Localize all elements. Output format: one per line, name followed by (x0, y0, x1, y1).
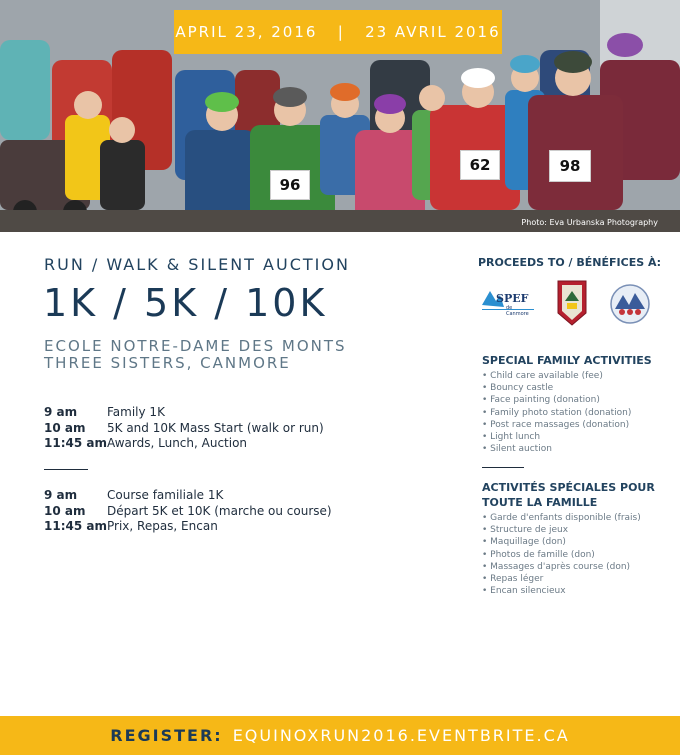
schedule-english (44, 405, 324, 452)
list-item (482, 537, 641, 549)
schedule-row (44, 488, 332, 504)
schedule-time: 9 am (44, 405, 78, 419)
proceeds-title: PROCEEDS TO / BÉNÉFICES À: (478, 256, 662, 269)
crest-icon (555, 279, 589, 327)
bullet-icon: • (482, 431, 491, 442)
bullet-icon: • (482, 513, 491, 523)
schedule-time: 10 am (44, 420, 86, 435)
list-item (482, 574, 641, 586)
schedule-time: 9 am (44, 488, 78, 502)
register-link[interactable]: EQUINOXRUN2016.EVENTBRITE.CA (232, 726, 570, 745)
bullet-icon: • (482, 444, 491, 455)
spef-logo-subtext: de Canmore (506, 305, 529, 317)
bullet-icon: • (482, 395, 491, 406)
list-item-text: Structure de jeux (490, 525, 569, 536)
bullet-icon: • (482, 573, 491, 584)
list-item (482, 525, 641, 537)
race-bib: 96 (270, 170, 310, 200)
schedule-row (44, 504, 332, 520)
schedule-row (44, 519, 332, 535)
date-banner (174, 10, 502, 54)
activities-title-french (482, 480, 655, 510)
register-footer (0, 716, 680, 755)
list-item-text: Bouncy castle (490, 383, 554, 394)
list-item (482, 562, 641, 574)
list-item (482, 432, 631, 444)
schedule-time: 11:45 am (44, 519, 107, 533)
venue-line-2: THREE SISTERS, CANMORE (44, 354, 291, 372)
bullet-icon: • (482, 383, 491, 394)
bullet-icon: • (482, 561, 491, 572)
register-label: REGISTER: (110, 726, 223, 745)
list-item (482, 444, 631, 456)
list-item-text: Post race massages (donation) (490, 419, 630, 430)
schedule-desc: Family 1K (107, 405, 165, 419)
race-distances: 1K / 5K / 10K (43, 281, 328, 325)
bullet-icon: • (482, 371, 491, 381)
activities-title-english: SPECIAL FAMILY ACTIVITIES (482, 354, 652, 367)
list-item (482, 371, 631, 383)
schedule-row (44, 405, 324, 421)
schedule-time: 10 am (44, 503, 86, 518)
schedule-row (44, 436, 324, 452)
activities-list-english (482, 371, 631, 456)
divider (482, 467, 524, 468)
schedule-desc: Course familiale 1K (107, 488, 224, 502)
bullet-icon: • (482, 525, 491, 536)
list-item (482, 550, 641, 562)
list-item-text: Family photo station (donation) (490, 407, 632, 418)
divider (44, 469, 88, 470)
schedule-desc: Prix, Repas, Encan (107, 519, 218, 533)
bullet-icon: • (482, 419, 491, 430)
bullet-icon: • (482, 407, 491, 418)
list-item (482, 383, 631, 395)
race-bib: 98 (549, 150, 591, 182)
list-item-text: Silent auction (490, 444, 552, 455)
date-text: APRIL 23, 2016 | 23 AVRIL 2016 (175, 23, 501, 41)
activities-title-line-1: ACTIVITÉS SPÉCIALES POUR (482, 481, 655, 494)
list-item (482, 420, 631, 432)
mountain-circle-icon (609, 283, 651, 325)
race-bib: 62 (460, 150, 500, 180)
list-item (482, 586, 641, 598)
schedule-row (44, 421, 324, 437)
bullet-icon: • (482, 549, 491, 560)
schedule-time: 11:45 am (44, 436, 107, 450)
list-item-text: Massages d'après course (don) (490, 561, 631, 572)
list-item (482, 513, 641, 525)
list-item (482, 395, 631, 407)
photo-credit: Photo: Eva Urbanska Photography (521, 218, 658, 227)
venue-line-1: ECOLE NOTRE-DAME DES MONTS (44, 337, 347, 355)
schedule-french (44, 488, 332, 535)
list-item-text: Light lunch (490, 431, 541, 442)
spef-logo-text: SPEF (496, 292, 529, 305)
bullet-icon: • (482, 586, 491, 597)
schedule-desc: Awards, Lunch, Auction (107, 436, 248, 450)
school-crest-logo (555, 279, 589, 327)
three-sisters-logo (609, 283, 651, 325)
list-item-text: Maquillage (don) (490, 537, 566, 548)
list-item-text: Garde d'enfants disponible (frais) (490, 513, 641, 523)
list-item (482, 408, 631, 420)
spef-logo (480, 285, 536, 319)
bullet-icon: • (482, 537, 491, 548)
hero-photo (0, 0, 680, 232)
schedule-desc: Départ 5K et 10K (marche ou course) (107, 503, 332, 518)
schedule-desc: 5K and 10K Mass Start (walk or run) (107, 420, 324, 435)
venue (44, 338, 347, 372)
list-item-text: Photos de famille (don) (490, 549, 595, 560)
list-item-text: Encan silencieux (490, 586, 566, 597)
activities-list-french (482, 513, 641, 598)
list-item-text: Child care available (fee) (490, 371, 603, 381)
activities-title-line-2: TOUTE LA FAMILLE (482, 496, 598, 509)
event-subtitle: RUN / WALK & SILENT AUCTION (44, 255, 350, 274)
list-item-text: Repas léger (490, 573, 544, 584)
list-item-text: Face painting (donation) (490, 395, 600, 406)
